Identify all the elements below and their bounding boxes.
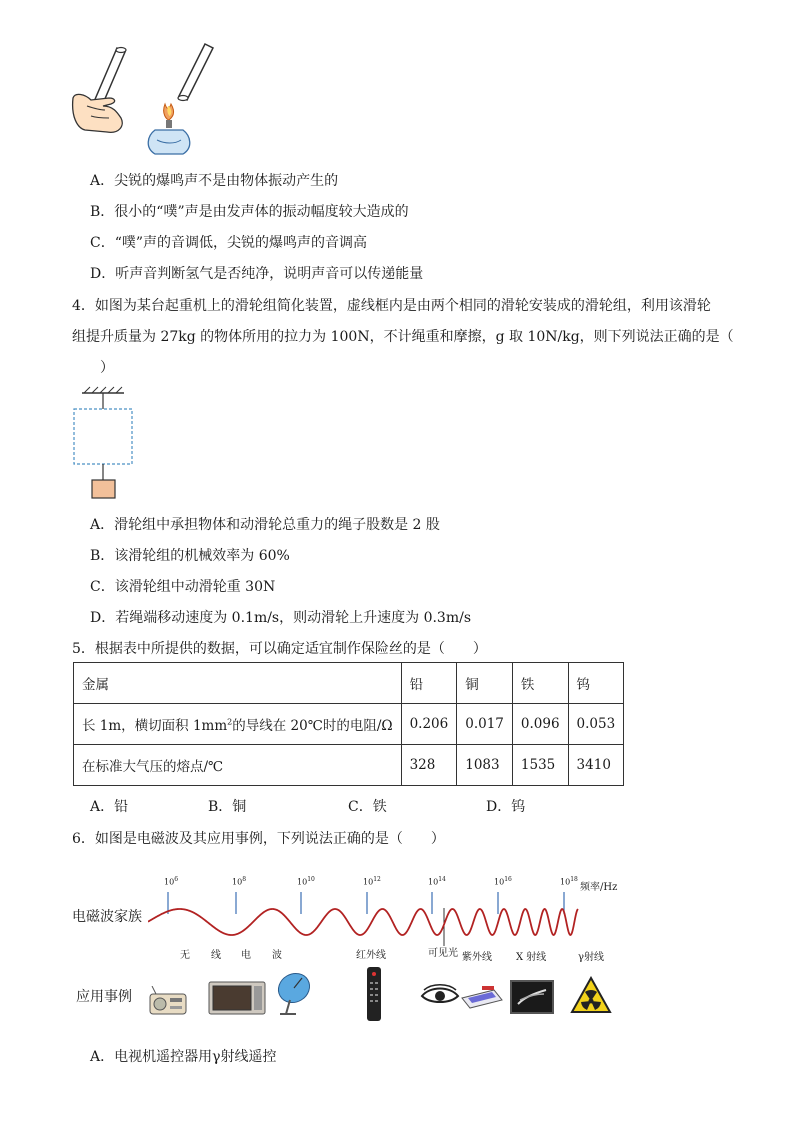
pulley-box-dashed [74,409,132,464]
freq-tick-label: $10^8$ [232,876,247,887]
q4-stem-line1: 4．如图为某台起重机上的滑轮组简化装置，虚线框内是由两个相同的滑轮安装成的滑轮组，利用该滑轮 [72,298,711,314]
band-label: 可见光 [428,948,458,959]
table-cell: 0.096 [512,704,568,745]
table-cell: 1083 [457,745,513,786]
table-header-cell: 铅 [401,663,457,704]
freq-tick-label: $10^{10}$ [297,876,315,887]
table-cell: 328 [401,745,457,786]
table-cell: 1535 [512,745,568,786]
test-tube-inverted [178,44,213,101]
ceiling-mount-icon [82,387,124,393]
em-family-label: 电磁波家族 [72,909,142,925]
table-row [74,745,624,786]
xray-image-icon [510,980,554,1014]
q5-option-b: B．铜 [208,799,247,815]
freq-tick-label: $10^{16}$ [494,876,512,887]
table-header-cell: 金属 [74,663,402,704]
table-cell: 0.017 [457,704,513,745]
table-row [74,704,624,745]
q6-stem: 6．如图是电磁波及其应用事例，下列说法正确的是（ ） [72,831,445,847]
metals-table [73,662,624,786]
hand-icon [73,94,123,132]
radio-icon [148,986,188,1016]
q5-stem: 5．根据表中所提供的数据，可以确定适宜制作保险丝的是（ ） [72,641,487,657]
application-label: 应用事例 [76,989,132,1005]
band-label: 线 [211,950,221,961]
em-wave [148,909,578,935]
freq-tick-label: $10^6$ [164,876,179,887]
band-label: 电 [241,950,251,961]
table-row-label: 在标准大气压的熔点/℃ [74,745,402,786]
q3-option-c: C．“噗”声的音调低，尖锐的爆鸣声的音调高 [90,235,368,251]
band-label: X 射线 [516,952,547,963]
q5-option-a: A．铅 [90,799,129,815]
table-cell: 0.206 [401,704,457,745]
table-header-cell: 钨 [568,663,624,704]
freq-tick-label: $10^{12}$ [363,876,381,887]
q3-option-a: A．尖锐的爆鸣声不是由物体振动产生的 [90,173,339,189]
q3-option-b: B．很小的“噗”声是由发声体的振动幅度较大造成的 [90,204,409,220]
q4-stem-line2: 组提升质量为 27kg 的物体所用的拉力为 100N，不计绳重和摩擦，g 取 10N/kg，则下列说法正确的是（ [72,329,734,345]
q5-option-c: C．铁 [348,799,387,815]
satellite-dish-icon [272,970,312,1016]
em-wave-figure [148,888,608,948]
radiation-warning-icon [570,976,612,1014]
freq-tick-label: $10^{18}$ [560,876,578,887]
table-header-cell: 铁 [512,663,568,704]
band-label: 无 [180,950,190,961]
microwave-icon [208,981,266,1015]
alcohol-lamp-icon [148,104,190,154]
q4-option-d: D．若绳端移动速度为 0.1m/s，则动滑轮上升速度为 0.3m/s [90,610,472,626]
table-header-row [74,663,624,704]
eye-icon [420,984,460,1008]
freq-unit-label: 频率/Hz [580,882,618,893]
table-cell: 0.053 [568,704,624,745]
uv-sterilizer-icon [460,984,504,1010]
freq-tick-label: $10^{14}$ [428,876,446,887]
remote-control-icon [364,966,384,1022]
load-block [92,480,115,498]
q4-option-a: A．滑轮组中承担物体和动滑轮总重力的绳子股数是 2 股 [90,517,440,533]
q3-option-d: D．听声音判断氢气是否纯净，说明声音可以传递能量 [90,266,424,282]
q6-option-a: A．电视机遥控器用γ射线遥控 [90,1049,277,1065]
band-label: 紫外线 [462,952,492,963]
q5-option-d: D．钨 [486,799,526,815]
pulley-figure [68,385,148,503]
band-label: 波 [272,950,282,961]
q4-stem-line3: ） [100,360,114,376]
q4-option-b: B．该滑轮组的机械效率为 60% [90,548,290,564]
q3-experiment-figure [65,40,235,160]
band-label: γ射线 [578,952,604,963]
table-row-label: 长 1m，横切面积 $1mm^2$的导线在 20℃时的电阻/Ω [74,704,402,745]
q4-option-c: C．该滑轮组中动滑轮重 30N [90,579,276,595]
table-cell: 3410 [568,745,624,786]
band-label: 红外线 [356,950,386,961]
freq-tick-marks [168,892,564,914]
table-header-cell: 铜 [457,663,513,704]
